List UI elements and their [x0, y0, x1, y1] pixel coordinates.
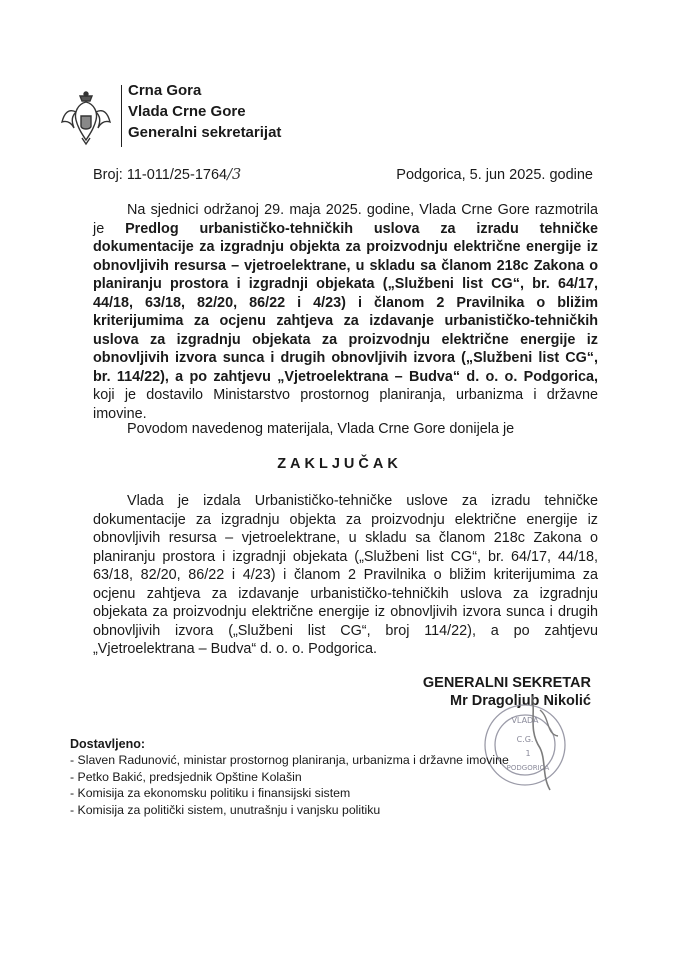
header-government: Vlada Crne Gore — [128, 103, 246, 120]
intro-paragraph-lead: Na sjednici održanoj 29. maja 2025. godine, Vlada Crne Gore razmotrila je — [93, 202, 598, 237]
stamp-text-bottom: PODGORICA — [506, 764, 550, 772]
decision-lead: Povodom navedenog materijala, Vlada Crne Gore donijela je — [127, 421, 515, 437]
header-secretariat: Generalni sekretarijat — [128, 124, 282, 141]
header-country: Crna Gora — [128, 82, 202, 99]
intro-paragraph — [93, 201, 598, 423]
distribution-label: Dostavljeno: — [70, 737, 146, 751]
intro-paragraph-subject: Predlog urbanističko-tehničkih uslova za izradu tehničke dokumentacije za izgradnju objekta za proizvodnju električne energije iz obnovljivih resursa – vjetroelektrane, u skladu sa članom 218c Zakona o planiranju prostora i izgradnji objekata („Službeni list CG“, br. 64/17, 44/18, 63/18, 82/20, 86/22 i 4/23) i članom 2 Pravilnika o bližim kriterijumima za ocjenu zahtjeva za izdavanje urbanističko-tehničkih uslova za izgradnju objekata za proizvodnju električne energije iz obnovljivih izvora sunca i drugih obnovljivih izvora („Službeni list CG“, br. 114/22), a po zahtjevu „Vjetroelektrana – Budva“ d. o. o. Podgorica, — [93, 220, 598, 385]
distribution-item: - Komisija za ekonomsku politiku i finansijski sistem — [70, 786, 351, 800]
distribution-item: - Slaven Radunović, ministar prostornog planiranja, urbanizma i državne imovine — [70, 753, 509, 767]
reference-number — [93, 167, 241, 183]
header-block — [128, 80, 281, 143]
intro-paragraph-tail: koji je dostavilo Ministarstvo prostornog planiranja, urbanizma i državne imovine. — [93, 387, 598, 422]
coat-of-arms-icon — [60, 90, 112, 146]
conclusion-paragraph: Vlada je izdala Urbanističko-tehničke uslove za izradu tehničke dokumentacije za izgradnju objekta za proizvodnju električne energije iz obnovljivih resursa – vjetroelektrane, u skladu sa članom 218c Zakona o planiranju prostora i izgradnji objekata („Službeni list CG“, br. 64/17, 44/18, 63/18, 82/20, 86/22 i 4/23) i članom 2 Pravilnika o bližim kriterijumima za ocjenu zahtjeva za izdavanje urbanističko-tehničkih uslova za izgradnju objekata za proizvodnju električne energije iz obnovljivih izvora sunca i drugih obnovljivih izvora („Službeni list CG“, broj 114/22), a po zahtjevu „Vjetroelektrana – Budva“ d. o. o. Podgorica. — [93, 493, 598, 657]
reference-number-text: Broj: 11-011/25-1764 — [93, 167, 228, 183]
stamp-text-top: VLADA — [511, 716, 539, 725]
stamp-text-mid: C.G. — [516, 735, 534, 744]
reference-handwritten: /3 — [227, 167, 242, 183]
distribution-item: - Petko Bakić, predsjednik Opštine Kolašin — [70, 769, 302, 784]
distribution-item: - Komisija za politički sistem, unutrašnju i vanjsku politiku — [70, 802, 381, 817]
document-date: Podgorica, 5. jun 2025. godine — [396, 167, 593, 183]
signature-name: Mr Dragoljub Nikolić — [450, 693, 591, 709]
signature-title: GENERALNI SEKRETAR — [422, 675, 591, 691]
header-divider — [121, 85, 122, 147]
conclusion-title: ZAKLJUČAK — [277, 456, 402, 472]
distribution-list — [70, 752, 509, 818]
stamp-number: 1 — [525, 749, 531, 758]
